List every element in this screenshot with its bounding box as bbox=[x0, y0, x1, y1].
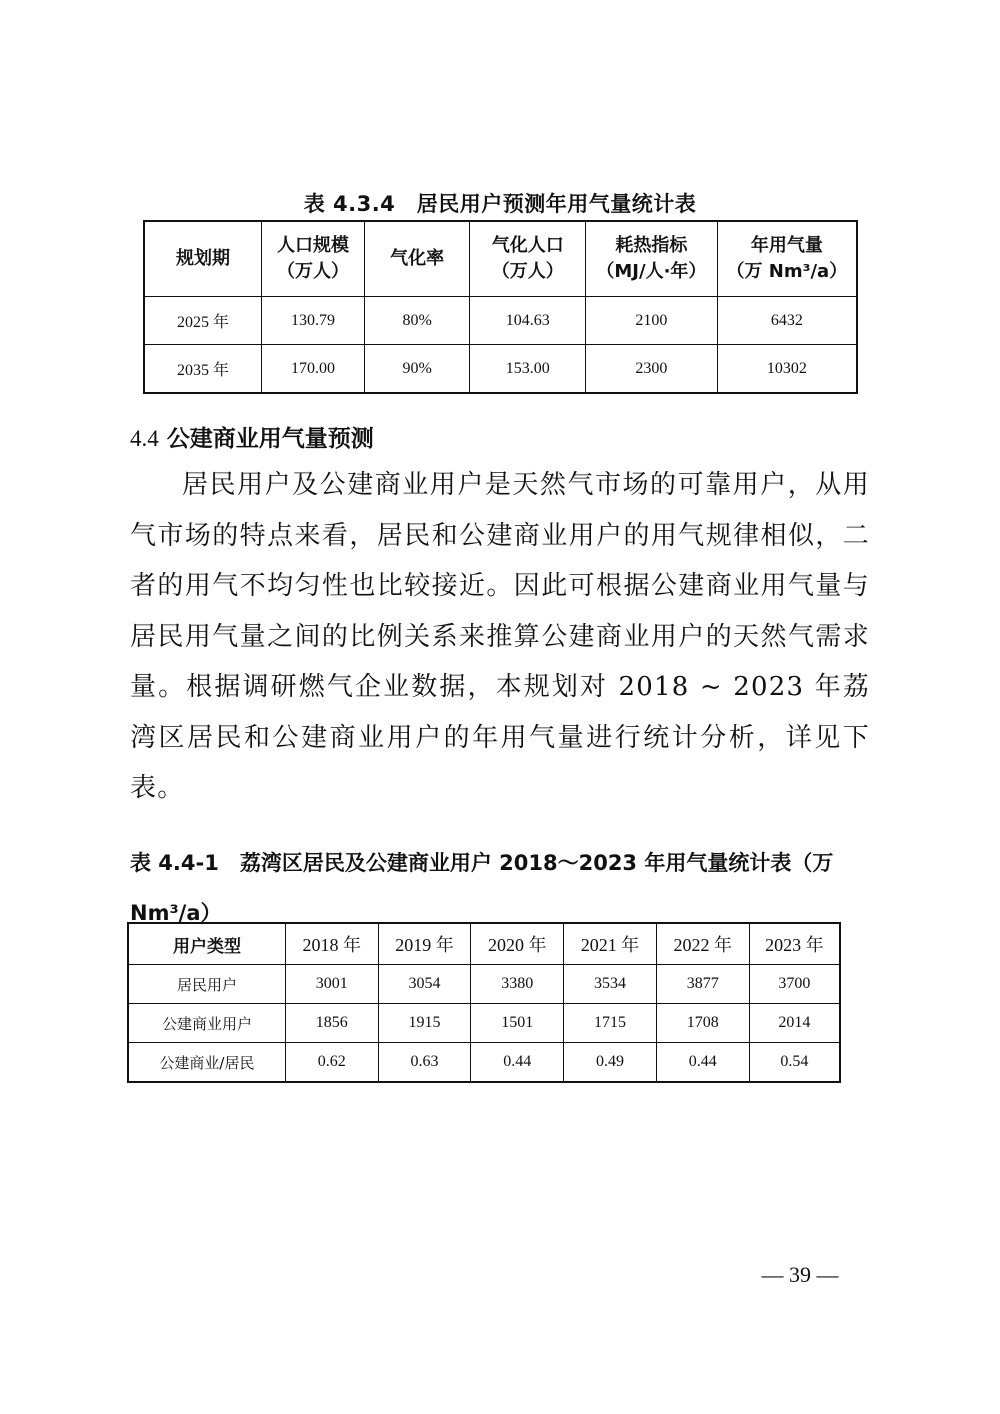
table-cell: 0.49 bbox=[564, 1043, 657, 1083]
table-cell: 153.00 bbox=[470, 345, 586, 394]
table-cell: 170.00 bbox=[262, 345, 365, 394]
table-cell: 2100 bbox=[586, 297, 718, 345]
section-number: 4.4 bbox=[130, 426, 159, 451]
table-4-4-1-caption: 表 4.4-1 荔湾区居民及公建商业用户 2018～2023 年用气量统计表（万 Nm³/a） bbox=[130, 851, 834, 925]
table-row bbox=[144, 345, 857, 394]
table-cell: 2025 年 bbox=[144, 297, 262, 345]
header-year: 2020 年 bbox=[471, 923, 564, 965]
table-cell: 0.63 bbox=[378, 1043, 471, 1083]
table-cell: 104.63 bbox=[470, 297, 586, 345]
table-cell: 3877 bbox=[656, 965, 749, 1004]
table-cell: 3001 bbox=[285, 965, 378, 1004]
header-heat-index: 耗热指标 （MJ/人·年） bbox=[586, 221, 718, 297]
header-year: 2023 年 bbox=[749, 923, 840, 965]
table-cell: 3534 bbox=[564, 965, 657, 1004]
table-cell: 3700 bbox=[749, 965, 840, 1004]
table-cell: 80% bbox=[364, 297, 470, 345]
table-cell: 0.44 bbox=[471, 1043, 564, 1083]
table-cell: 6432 bbox=[717, 297, 857, 345]
row-label: 居民用户 bbox=[128, 965, 285, 1004]
table-cell: 0.44 bbox=[656, 1043, 749, 1083]
row-label: 公建商业/居民 bbox=[128, 1043, 285, 1083]
table-cell: 2035 年 bbox=[144, 345, 262, 394]
residential-gas-forecast-table bbox=[143, 220, 858, 394]
section-heading bbox=[130, 420, 374, 453]
header-year: 2022 年 bbox=[656, 923, 749, 965]
table-cell: 3054 bbox=[378, 965, 471, 1004]
table-cell: 1715 bbox=[564, 1004, 657, 1043]
table-cell: 130.79 bbox=[262, 297, 365, 345]
body-paragraph: 居民用户及公建商业用户是天然气市场的可靠用户，从用气市场的特点来看，居民和公建商业用户的用气规律相似，二者的用气不均匀性也比较接近。因此可根据公建商业用气量与居民用气量之间的比例关系来推算公建商业用户的天然气需求量。根据调研燃气企业数据，本规划对 2018 ~ 2023 年荔湾区居民和公建商业用户的年用气量进行统计分析，详见下表。 bbox=[130, 470, 870, 803]
header-planning-period: 规划期 bbox=[144, 221, 262, 297]
header-annual-gas: 年用气量 （万 Nm³/a） bbox=[717, 221, 857, 297]
table-header-row bbox=[144, 221, 857, 297]
header-gasification-rate: 气化率 bbox=[364, 221, 470, 297]
table-cell: 2014 bbox=[749, 1004, 840, 1043]
header-year: 2019 年 bbox=[378, 923, 471, 965]
table-cell: 1915 bbox=[378, 1004, 471, 1043]
header-gasified-population: 气化人口 （万人） bbox=[470, 221, 586, 297]
header-year: 2018 年 bbox=[285, 923, 378, 965]
table-cell: 10302 bbox=[717, 345, 857, 394]
table-row bbox=[128, 965, 840, 1004]
table-row bbox=[128, 1043, 840, 1083]
page-number: — 39 — bbox=[761, 1262, 839, 1287]
section-title: 公建商业用气量预测 bbox=[166, 426, 374, 452]
table-row bbox=[144, 297, 857, 345]
header-population: 人口规模 （万人） bbox=[262, 221, 365, 297]
header-year: 2021 年 bbox=[564, 923, 657, 965]
table-row bbox=[128, 1004, 840, 1043]
row-label: 公建商业用户 bbox=[128, 1004, 285, 1043]
gas-consumption-statistics-table bbox=[127, 922, 841, 1083]
table-cell: 1708 bbox=[656, 1004, 749, 1043]
table-cell: 3380 bbox=[471, 965, 564, 1004]
table-4-3-4-caption: 表 4.3.4 居民用户预测年用气量统计表 bbox=[303, 192, 697, 216]
table-cell: 0.62 bbox=[285, 1043, 378, 1083]
table-cell: 1856 bbox=[285, 1004, 378, 1043]
table-cell: 0.54 bbox=[749, 1043, 840, 1083]
table-cell: 1501 bbox=[471, 1004, 564, 1043]
header-user-type: 用户类型 bbox=[128, 923, 285, 965]
table-cell: 2300 bbox=[586, 345, 718, 394]
table-cell: 90% bbox=[364, 345, 470, 394]
table-header-row bbox=[128, 923, 840, 965]
